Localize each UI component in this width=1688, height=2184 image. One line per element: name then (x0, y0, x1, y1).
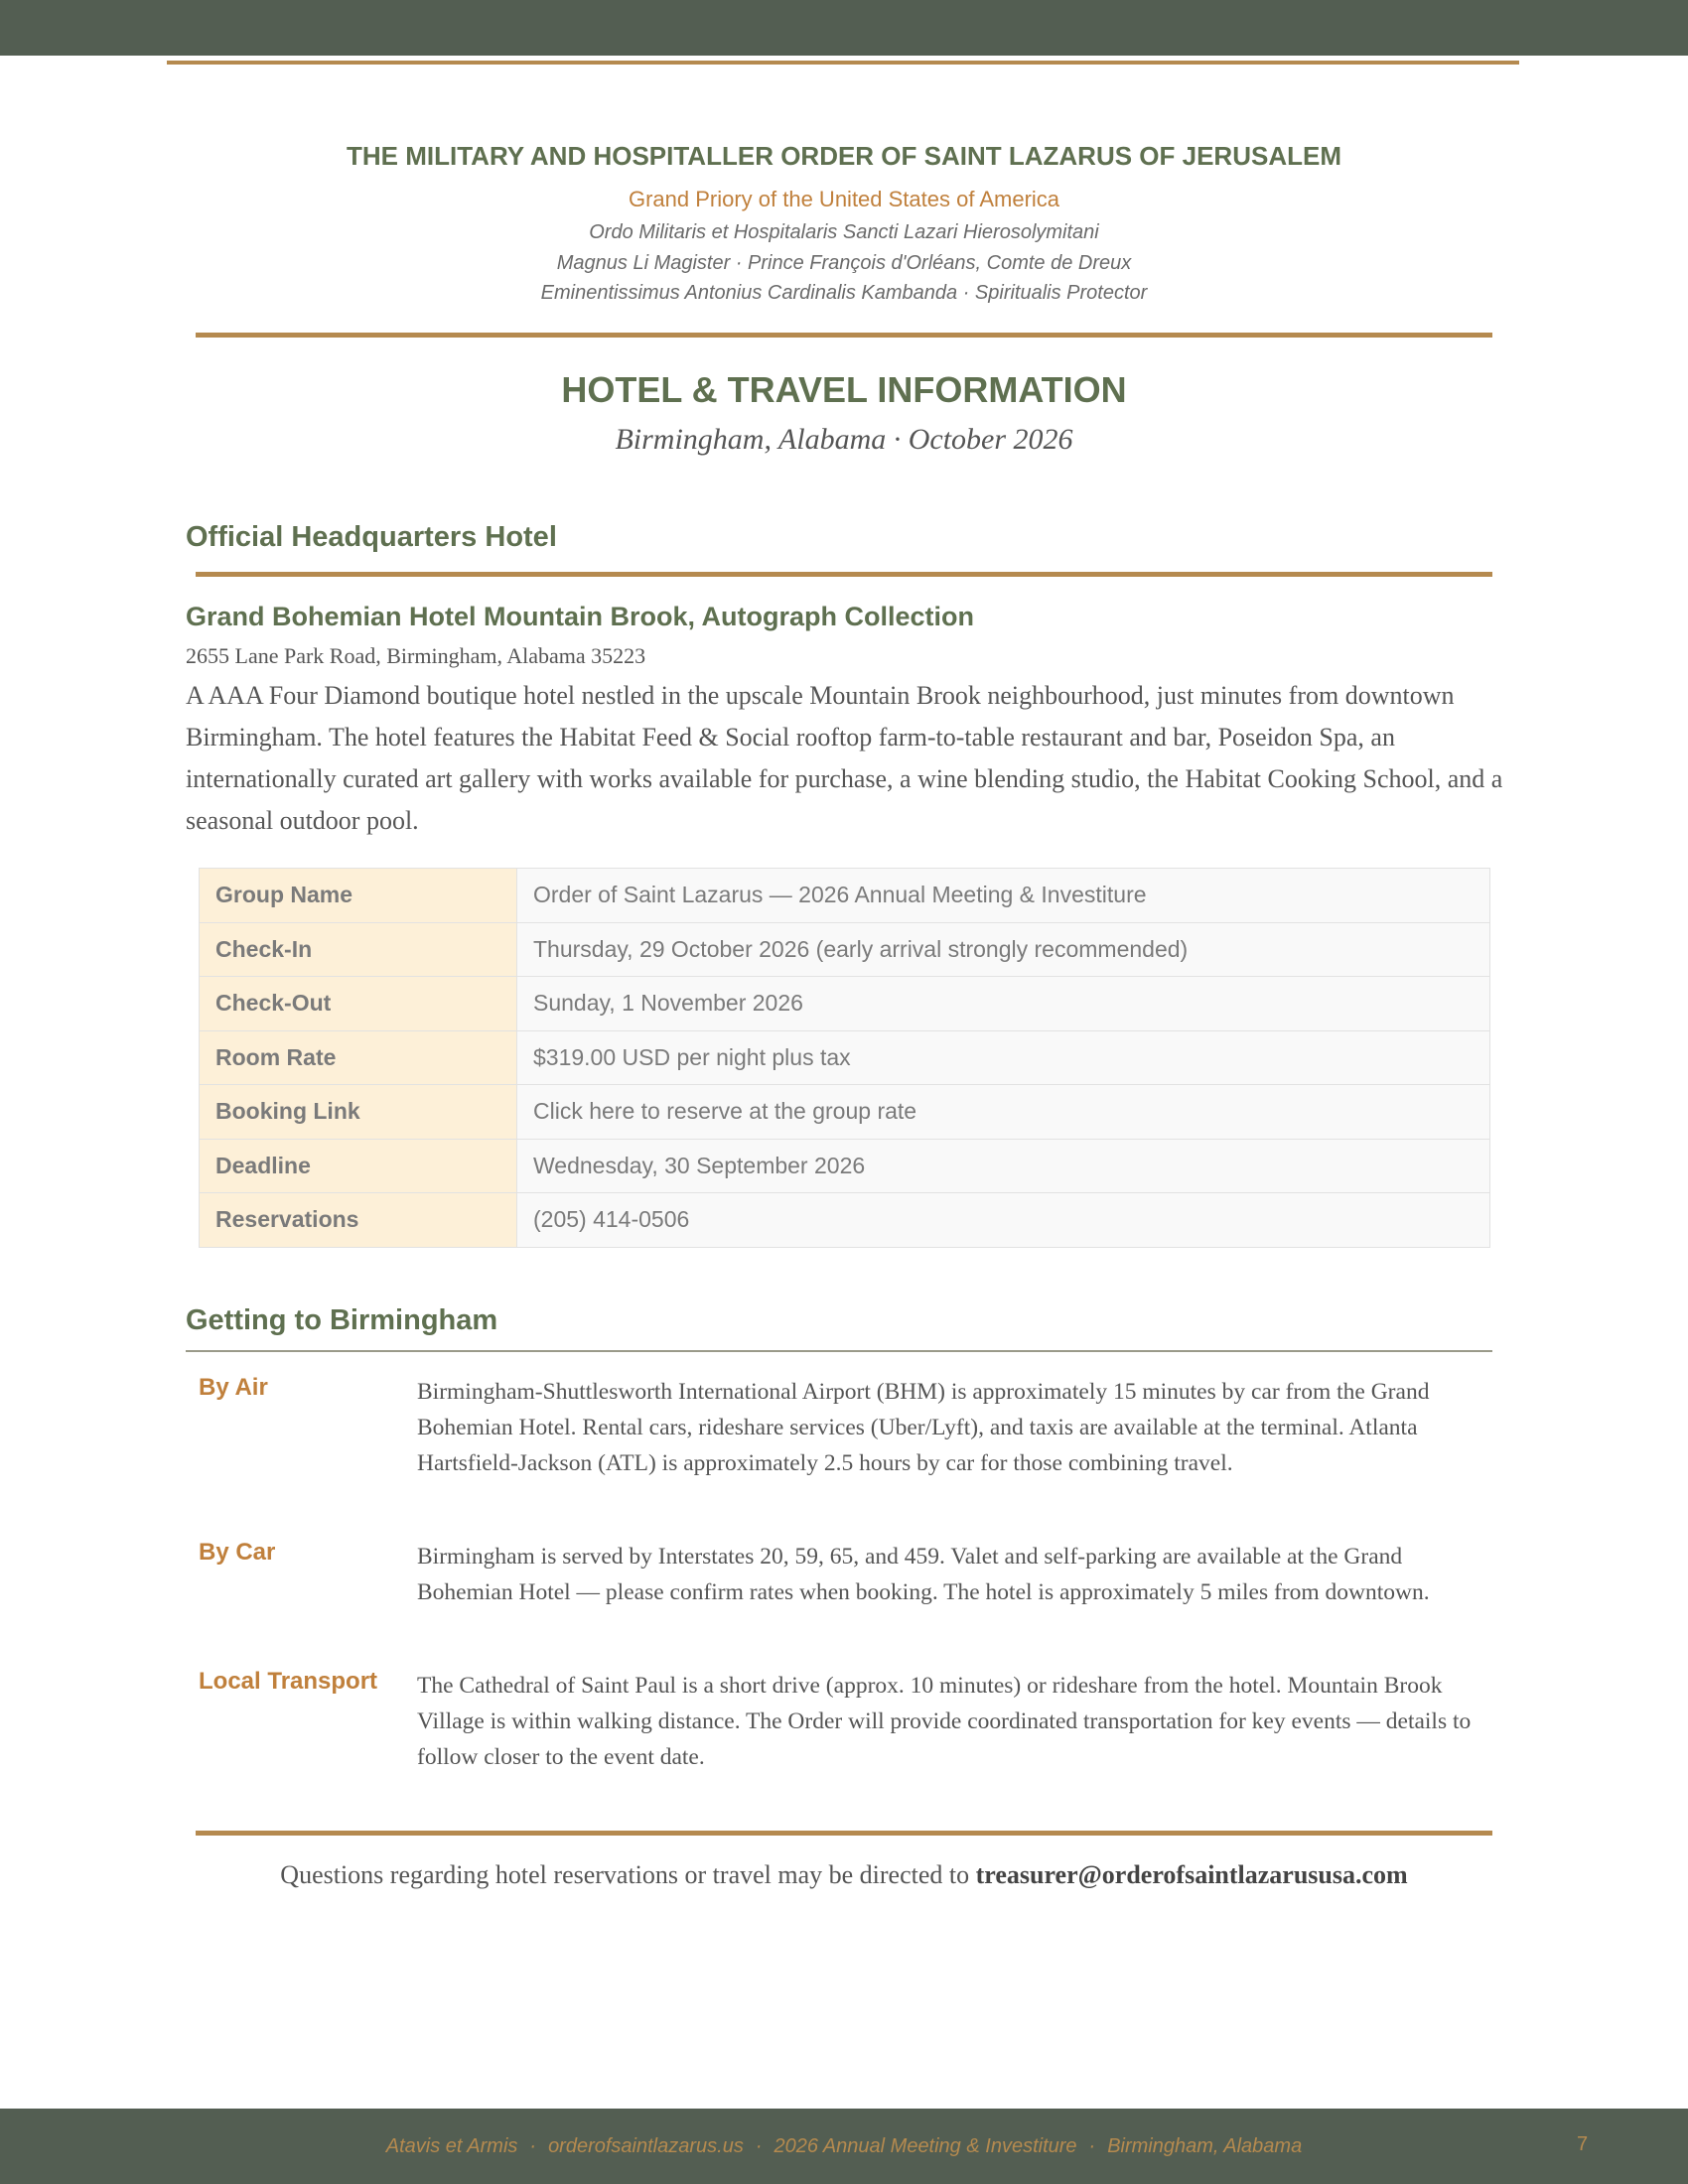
latin-line-1: Ordo Militaris et Hospitalaris Sancti Lazari Hierosolymitani (589, 221, 1099, 243)
detail-value: Thursday, 29 October 2026 (early arrival strongly recommended) (517, 922, 1490, 977)
detail-label: Check-In (200, 922, 517, 977)
table-row (200, 1085, 1490, 1140)
travel-text: Birmingham-Shuttlesworth International Airport (BHM) is approximately 15 minutes by car from the Grand Bohemian Hotel. Rental cars, rideshare services (Uber/Lyft), and taxis are available at the terminal. Atlanta Hartsfield-Jackson (ATL) is approximately 2.5 hours by car for those combining travel. (417, 1379, 1430, 1476)
top-band (0, 0, 1688, 56)
latin-line-2: Magnus Li Magister · Prince François d'Orléans, Comte de Dreux (556, 252, 1132, 274)
detail-value: Order of Saint Lazarus — 2026 Annual Meeting & Investiture (517, 869, 1490, 923)
footer-website-link[interactable]: orderofsaintlazarus.us (548, 2135, 744, 2157)
detail-value: Wednesday, 30 September 2026 (517, 1139, 1490, 1193)
travel-label: By Car (199, 1539, 276, 1566)
table-row (200, 1193, 1490, 1248)
hotel-address: 2655 Lane Park Road, Birmingham, Alabama 35223 (186, 643, 646, 668)
table-row (200, 1030, 1490, 1085)
hotel-name: Grand Bohemian Hotel Mountain Brook, Autograph Collection (186, 602, 974, 631)
detail-label: Reservations (200, 1193, 517, 1248)
travel-text: Birmingham is served by Interstates 20, 59, 65, and 459. Valet and self-parking are available at the Grand Bohemian Hotel — please confirm rates when booking. The hotel is approximately 5 miles from downtown. (417, 1544, 1430, 1605)
detail-label: Group Name (200, 869, 517, 923)
page-subtitle: Birmingham, Alabama · October 2026 (615, 423, 1073, 456)
latin-line-3: Eminentissimus Antonius Cardinalis Kambanda · Spiritualis Protector (540, 282, 1148, 304)
hotel-description: A AAA Four Diamond boutique hotel nestled in the upscale Mountain Brook neighbourhood, just minutes from downtown Birmingham. The hotel features the Habitat Feed & Social rooftop farm-to-table restaurant and bar, Poseidon Spa, an internationally curated art gallery with works available for purchase, a wine blending studio, the Habitat Cooking School, and a seasonal outdoor pool. (186, 681, 1503, 835)
travel-text: The Cathedral of Saint Paul is a short drive (approx. 10 minutes) or rideshare from the hotel. Mountain Brook Village is within walking distance. The Order will provide coordinated transportation for key events — details to follow closer to the event date. (417, 1673, 1472, 1770)
table-row (200, 869, 1490, 923)
detail-value: Sunday, 1 November 2026 (517, 977, 1490, 1031)
detail-value: $319.00 USD per night plus tax (517, 1030, 1490, 1085)
travel-label: By Air (199, 1374, 268, 1401)
travel-section-heading: Getting to Birmingham (186, 1304, 498, 1336)
section-divider (196, 572, 1492, 577)
footer-separator: · (529, 2135, 537, 2157)
table-row (200, 1139, 1490, 1193)
org-name: THE MILITARY AND HOSPITALLER ORDER OF SAINT LAZARUS OF JERUSALEM (347, 141, 1341, 171)
priory-name: Grand Priory of the United States of America (628, 187, 1060, 211)
footer-motto: Atavis et Armis (385, 2135, 518, 2157)
footer-event: 2026 Annual Meeting & Investiture (774, 2135, 1077, 2157)
travel-label: Local Transport (199, 1668, 378, 1695)
table-row (200, 977, 1490, 1031)
contact-line (0, 1860, 1688, 1890)
detail-label: Check-Out (200, 977, 517, 1031)
footer-location: Birmingham, Alabama (1107, 2135, 1303, 2157)
hotel-details-table (199, 868, 1490, 1248)
travel-divider (186, 1350, 1492, 1352)
footer-separator: · (755, 2135, 763, 2157)
top-divider (167, 61, 1519, 65)
table-row (200, 922, 1490, 977)
page-number: 7 (1577, 2133, 1589, 2155)
footer-separator: · (1088, 2135, 1096, 2157)
booking-link[interactable]: Click here to reserve at the group rate (517, 1085, 1490, 1140)
detail-label: Deadline (200, 1139, 517, 1193)
contact-email-link[interactable]: treasurer@orderofsaintlazarususa.com (975, 1860, 1408, 1889)
hotel-section-heading: Official Headquarters Hotel (186, 521, 557, 553)
page-title: HOTEL & TRAVEL INFORMATION (561, 369, 1127, 410)
footer-text (0, 2135, 1688, 2158)
contact-text: Questions regarding hotel reservations or travel may be directed to (280, 1860, 976, 1889)
detail-label: Room Rate (200, 1030, 517, 1085)
detail-label: Booking Link (200, 1085, 517, 1140)
detail-value: (205) 414-0506 (517, 1193, 1490, 1248)
contact-divider (196, 1831, 1492, 1836)
header-divider (196, 333, 1492, 338)
